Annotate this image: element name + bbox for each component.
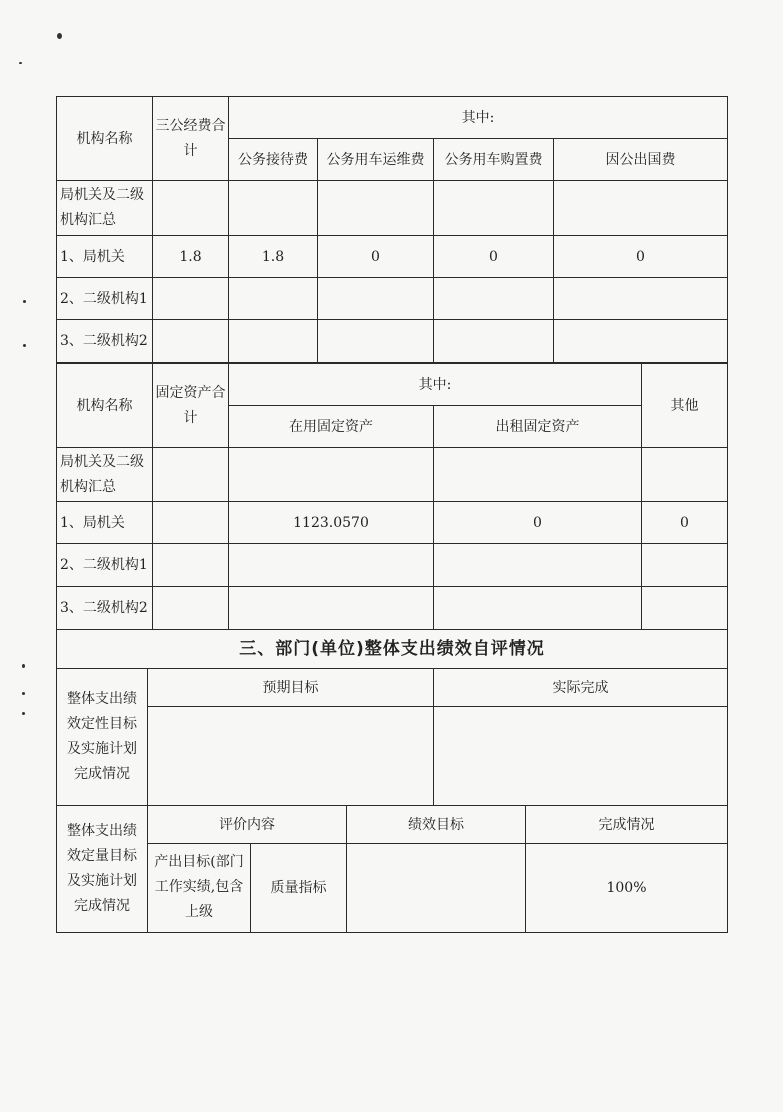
abroad-header: 因公出国费 xyxy=(554,139,728,181)
qualitative-label: 整体支出绩效定性目标及实施计划完成情况 xyxy=(57,669,148,806)
fixed-asset-table xyxy=(56,363,728,630)
expected-goal-header: 预期目标 xyxy=(148,669,434,707)
row-name: 1、局机关 xyxy=(57,502,153,544)
car-maintenance-cell xyxy=(318,181,434,236)
org-name-header: 机构名称 xyxy=(57,97,153,181)
quality-indicator-cell: 质量指标 xyxy=(251,844,347,933)
expected-goal-cell xyxy=(148,707,434,806)
scan-speck xyxy=(57,33,62,39)
car-maintenance-cell xyxy=(318,278,434,320)
rented-cell: 0 xyxy=(434,502,642,544)
rented-asset-header: 出租固定资产 xyxy=(434,406,642,448)
abroad-cell xyxy=(554,181,728,236)
table-row xyxy=(57,502,728,544)
of-which-header: 其中: xyxy=(229,364,642,406)
other-header: 其他 xyxy=(642,364,728,448)
total-cell xyxy=(153,278,229,320)
car-maintenance-cell: 0 xyxy=(318,236,434,278)
table-row xyxy=(57,448,728,502)
table-row xyxy=(57,544,728,587)
reception-cell: 1.8 xyxy=(229,236,318,278)
abroad-cell xyxy=(554,278,728,320)
other-cell xyxy=(642,448,728,502)
total-cell xyxy=(153,587,229,630)
in-use-asset-header: 在用固定资产 xyxy=(229,406,434,448)
scan-speck xyxy=(22,712,25,715)
quantitative-table xyxy=(56,805,728,933)
table-row xyxy=(57,278,728,320)
reception-cell xyxy=(229,181,318,236)
total-cell xyxy=(153,320,229,363)
car-purchase-header: 公务用车购置费 xyxy=(434,139,554,181)
in-use-cell xyxy=(229,448,434,502)
table-row xyxy=(57,587,728,630)
reception-cell xyxy=(229,278,318,320)
sangong-total-header: 三公经费合计 xyxy=(153,97,229,181)
row-name: 2、二级机构1 xyxy=(57,544,153,587)
total-cell xyxy=(153,544,229,587)
output-goal-cell: 产出目标(部门工作实绩,包含上级 xyxy=(148,844,251,933)
table-row xyxy=(57,236,728,278)
scan-speck xyxy=(19,62,22,64)
total-cell xyxy=(153,181,229,236)
rented-cell xyxy=(434,448,642,502)
asset-total-header: 固定资产合计 xyxy=(153,364,229,448)
car-purchase-cell: 0 xyxy=(434,236,554,278)
qualitative-table xyxy=(56,629,728,806)
of-which-header: 其中: xyxy=(229,97,728,139)
scan-speck xyxy=(23,300,26,303)
other-cell xyxy=(642,544,728,587)
section-title: 三、部门(单位)整体支出绩效自评情况 xyxy=(57,630,728,669)
row-name: 3、二级机构2 xyxy=(57,320,153,363)
quantitative-label: 整体支出绩效定量目标及实施计划完成情况 xyxy=(57,806,148,933)
org-name-header: 机构名称 xyxy=(57,364,153,448)
reception-header: 公务接待费 xyxy=(229,139,318,181)
car-maintenance-header: 公务用车运维费 xyxy=(318,139,434,181)
abroad-cell: 0 xyxy=(554,236,728,278)
total-cell xyxy=(153,448,229,502)
scan-speck xyxy=(22,664,25,668)
car-purchase-cell xyxy=(434,320,554,363)
total-cell xyxy=(153,502,229,544)
actual-completion-cell xyxy=(434,707,728,806)
other-cell xyxy=(642,587,728,630)
car-maintenance-cell xyxy=(318,320,434,363)
eval-content-header: 评价内容 xyxy=(148,806,347,844)
row-name: 2、二级机构1 xyxy=(57,278,153,320)
row-name: 3、二级机构2 xyxy=(57,587,153,630)
perf-target-header: 绩效目标 xyxy=(347,806,526,844)
reception-cell xyxy=(229,320,318,363)
in-use-cell xyxy=(229,587,434,630)
rented-cell xyxy=(434,544,642,587)
car-purchase-cell xyxy=(434,181,554,236)
scan-speck xyxy=(23,344,26,347)
completion-cell: 100% xyxy=(526,844,728,933)
table-row xyxy=(57,320,728,363)
actual-completion-header: 实际完成 xyxy=(434,669,728,707)
row-name: 局机关及二级机构汇总 xyxy=(57,448,153,502)
abroad-cell xyxy=(554,320,728,363)
scan-speck xyxy=(22,692,25,695)
completion-header: 完成情况 xyxy=(526,806,728,844)
row-name: 1、局机关 xyxy=(57,236,153,278)
row-name: 局机关及二级机构汇总 xyxy=(57,181,153,236)
sangong-expense-table xyxy=(56,96,728,363)
in-use-cell: 1123.0570 xyxy=(229,502,434,544)
rented-cell xyxy=(434,587,642,630)
table-row xyxy=(57,181,728,236)
perf-target-cell xyxy=(347,844,526,933)
total-cell: 1.8 xyxy=(153,236,229,278)
other-cell: 0 xyxy=(642,502,728,544)
in-use-cell xyxy=(229,544,434,587)
car-purchase-cell xyxy=(434,278,554,320)
